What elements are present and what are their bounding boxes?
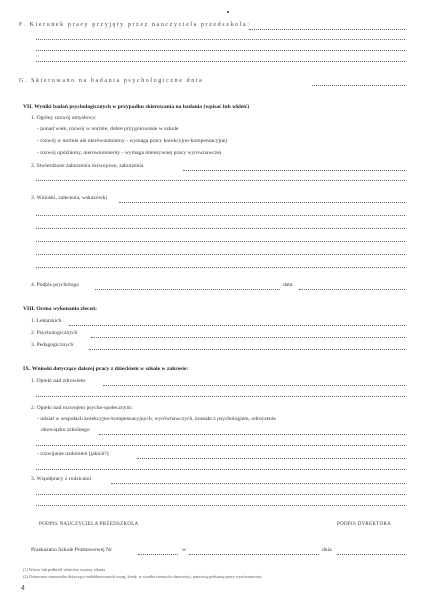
dotted-line [36,267,405,268]
dotted-line [36,180,405,181]
viii-item-2: 2. Psychologicznych [31,330,78,336]
director-signature-label: PODPIS DYREKTORA [337,522,392,527]
section-g-title: G. Skierowano na badania psychologiczne dnia [19,78,204,84]
dotted-line [103,385,405,386]
scan-mark [227,11,229,13]
dotted-line [119,202,405,203]
dotted-line [137,458,405,459]
page-number: 4 [21,585,25,592]
viii-item-1: 1. Lekarskich [31,318,62,324]
dotted-line [36,254,405,255]
dotted-line [69,325,405,326]
dotted-line [36,505,405,506]
section-vii-title: VII. Wyniki badań psychologicznych w przypadku skierowania na badania (wpisać lub wkleić) [23,104,250,110]
viii-item-3: 3. Pedagogicznych [31,342,74,348]
ix-item-2a: - udział w zespołach korekcyjno-kompensacyjnych, wyrównawczych, kontakt z psychologiem, odroczenie [37,416,276,422]
footnote-1: (1) Wstaw lub podkreśl właściwe wyrazy, zdania [23,567,106,572]
dotted-line [36,469,405,470]
dotted-line [36,396,405,397]
footnote-2: (2) Ostateczne stanowisko dotyczące zadeklarowanych uwag, kiedy, w wynika istotnych obserwacji, stanowią podstawę pracy wyrównawczej. [23,574,263,579]
vii-item-1: 1. Ogólny rozwój umysłowy: [31,115,97,121]
vii-date-label: data [283,282,293,288]
dotted-line [36,445,405,446]
transfer-w-label: w [182,547,187,553]
vii-option-1: - ponad wiek, rozwój w normie, dobre przygotowanie w szkole [37,126,179,132]
section-ix-title: IX. Wnioski dotyczące dalszej pracy z dzieckiem w szkole w zakresie: [23,366,189,372]
transfer-date-label: dnia [322,547,332,553]
dotted-line [99,434,405,435]
dotted-line [138,554,178,555]
dotted-line [183,170,405,171]
dotted-line [36,39,405,40]
dotted-line [337,554,405,555]
dotted-line [36,228,405,229]
dotted-line [91,337,405,338]
dotted-line [36,215,405,216]
ix-item-3: 3. Współpracy z rodzicami [31,476,92,482]
dotted-line [189,554,319,555]
dotted-line [249,29,405,30]
dotted-line [36,494,405,495]
vii-item-3: 3. Wnioski, zalecenia, wskazówki [31,195,108,201]
vii-option-3: - rozwój opóźniony, nierównomierny - wymaga intensywnej pracy wyrównawczej [37,150,222,156]
transfer-label: Przekazano Szkole Podstawowej Nr [31,547,112,553]
dotted-line [36,241,405,242]
vii-option-2: - rozwój w normie ale nierównomierny - wymaga pracy korekcyjno-kompensacyjnej [37,138,227,144]
ix-item-2: 2. Opieki nad rozwojem psycho-społecznym: [31,405,133,411]
dotted-line [312,85,405,86]
section-viii-title: VIII. Ocena wykonania zleceń: [23,306,97,312]
dotted-line [89,349,405,350]
teacher-signature-label: PODPIS NAUCZYCIELA PRZEDSZKOLA [39,522,139,527]
vii-item-2: 2. Stwierdzone zaburzenia rozwojowe, zaburzenia [31,163,144,169]
dotted-line [111,483,405,484]
dotted-line [36,50,405,51]
ix-item-1: 1. Opieki nad zdrowiem [31,378,86,384]
ix-item-2b: - rozwijanie uzdolnień (jakich?) [37,451,109,457]
vii-item-4: 4. Podpis psychologa [31,282,79,288]
dotted-line [95,289,280,290]
ix-item-2a-cont: obowiązku szkolnego [41,427,90,433]
section-f-title: F. Kierunek pracy przyjęty przez nauczyciela przedszkola: [19,22,251,28]
dotted-line [36,61,405,62]
dotted-line [299,289,405,290]
